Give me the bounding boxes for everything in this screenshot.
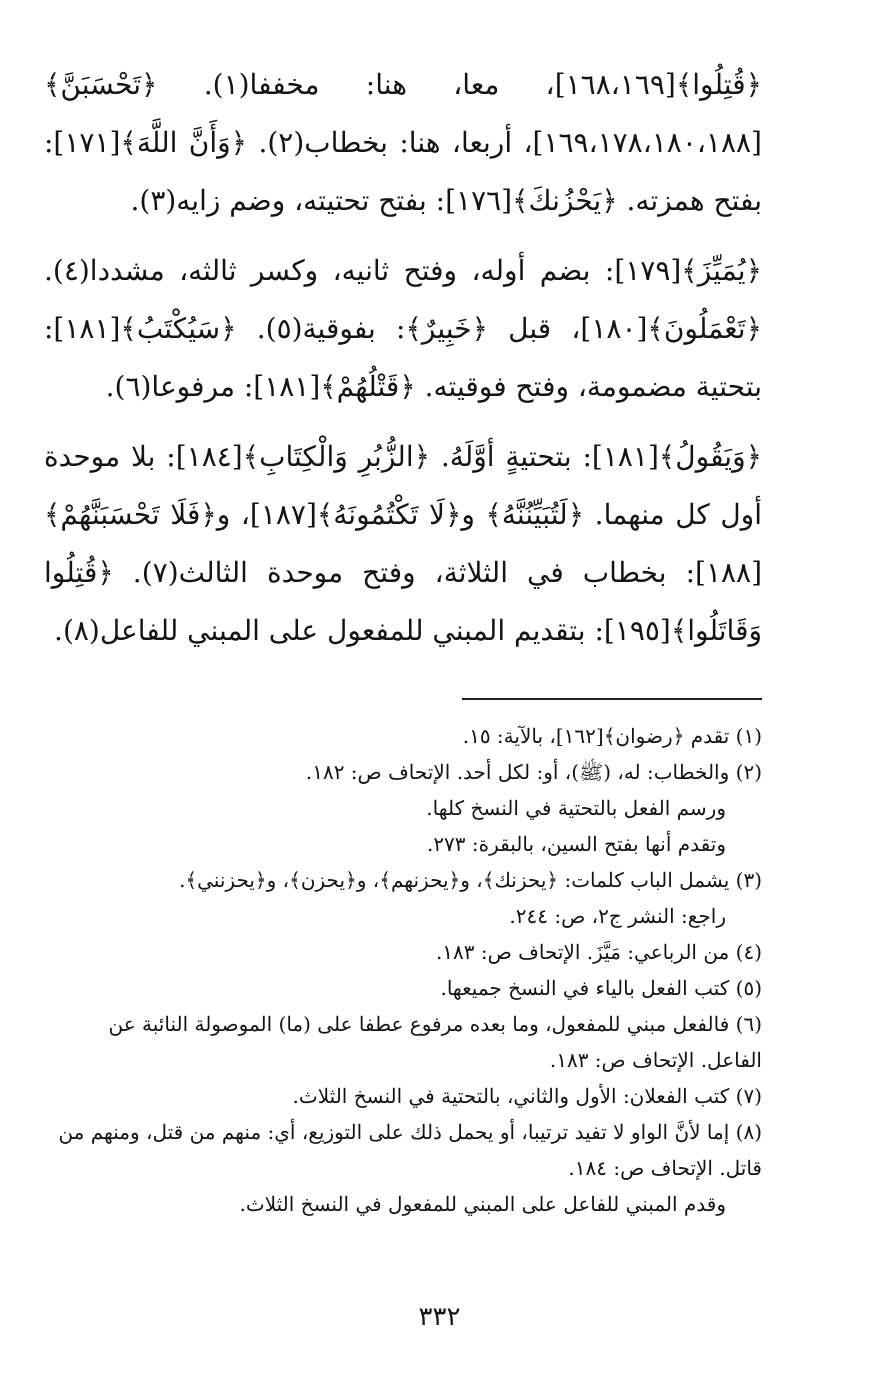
page [44, 56, 762, 1222]
footnote-8: (٨) إما لأنَّ الواو لا تفيد ترتيبا، أو يحمل ذلك على التوزيع، أي: منهم من قتل، ومنهم من قاتل. الإتحاف ص: ١٨٤. [58, 1120, 762, 1180]
footnote-2: (٢) والخطاب: له، (ﷺ)، أو: لكل أحد. الإتحاف ص: ١٨٢. [305, 760, 762, 784]
paragraph: ﴿وَيَقُولُ﴾[١٨١]: بتحتيةٍ أوَّلَهُ. ﴿الزُّبُرِ وَالْكِتَابِ﴾[١٨٤]: بلا موحدة أول كل منهما. ﴿لَتُبَيِّنُنَّهُ﴾ و﴿لَا تَكْتُمُونَهُ﴾[١٨٧]، و﴿فَلَا تَحْسَبَنَّهُمْ﴾[١٨٨]: بخطاب في الثلاثة، وفتح موحدة الثالث(٧). ﴿قُتِلُوا وَقَاتَلُوا﴾[١٩٥]: بتقديم المبني للمفعول على المبني للفاعل(٨). [44, 440, 763, 647]
footnotes [44, 718, 762, 1222]
paragraph: ﴿قُتِلُوا﴾[١٦٨،١٦٩]، معا، هنا: مخففا(١). ﴿تَحْسَبَنَّ﴾[١٦٩،١٧٨،١٨٠،١٨٨]، أربعا، هنا: بخطاب(٢). ﴿وَأَنَّ اللَّهَ﴾[١٧١]: بفتح همزته. ﴿يَحْزُنكَ﴾[١٧٦]: بفتح تحتيته، وضم زايه(٣). [44, 68, 762, 217]
footnote-4: (٤) من الرباعي: مَيَّزَ. الإتحاف ص: ١٨٣. [435, 940, 762, 964]
footnote-2-continuation: ورسم الفعل بالتحتية في النسخ كلها. [426, 796, 726, 820]
paragraph: ﴿يُمَيِّزَ﴾[١٧٩]: بضم أوله، وفتح ثانيه، وكسر ثالثه، مشددا(٤). ﴿تَعْمَلُونَ﴾[١٨٠]، قبل ﴿خَبِيرٌ﴾: بفوقية(٥). ﴿سَيُكْتَبُ﴾[١٨١]: بتحتية مضمومة، وفتح فوقيته. ﴿قَتْلُهُمْ﴾[١٨١]: مرفوعا(٦). [44, 254, 763, 403]
footnote-3-continuation: راجع: النشر ج٢، ص: ٢٤٤. [509, 904, 726, 928]
footnote-divider [462, 698, 762, 700]
page-number: ٣٣٢ [418, 1302, 461, 1332]
footnote-8-continuation: وقدم المبني للفاعل على المبني للمفعول في النسخ الثلاث. [239, 1192, 726, 1216]
main-text [44, 56, 762, 660]
footnote-5: (٥) كتب الفعل بالياء في النسخ جميعها. [440, 976, 762, 1000]
footnote-2-continuation: وتقدم أنها بفتح السين، بالبقرة: ٢٧٣. [426, 832, 726, 856]
footnote-3: (٣) يشمل الباب كلمات: ﴿يحزنك﴾، و﴿يحزنهم﴾، و﴿يحزن﴾، و﴿يحزنني﴾. [179, 868, 762, 892]
footnote-7: (٧) كتب الفعلان: الأول والثاني، بالتحتية في النسخ الثلاث. [292, 1084, 762, 1108]
footnote-1: (١) تقدم ﴿رضوان﴾[١٦٢]، بالآية: ١٥. [462, 724, 762, 748]
footnote-6: (٦) فالفعل مبني للمفعول، وما بعده مرفوع عطفا على (ما) الموصولة النائبة عن الفاعل. الإتحاف ص: ١٨٣. [108, 1012, 762, 1072]
